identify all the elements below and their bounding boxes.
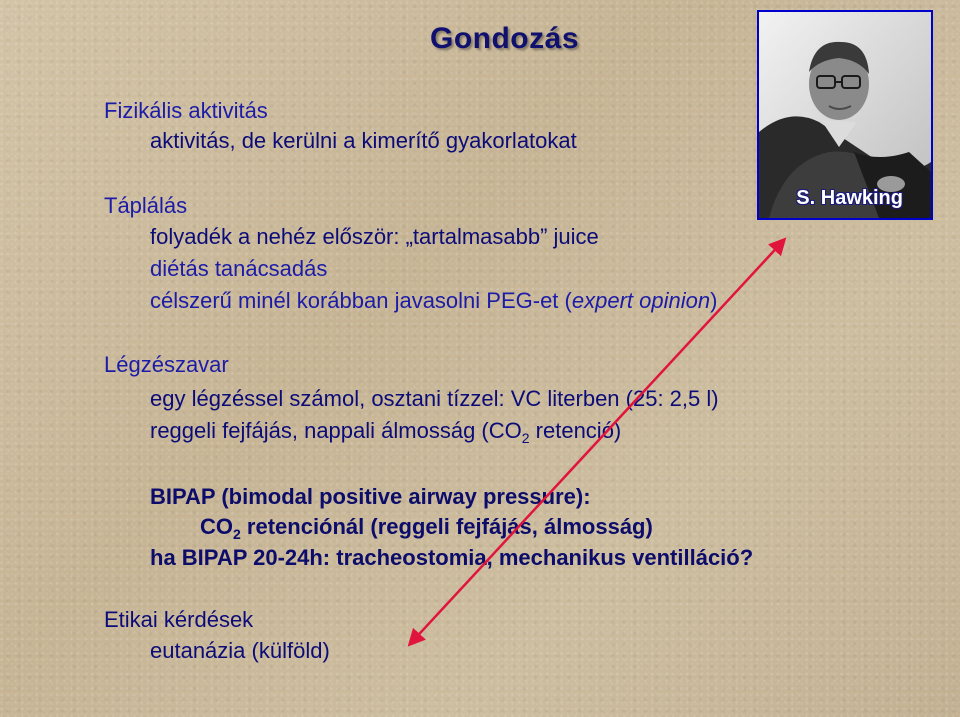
slide-title: Gondozás: [430, 22, 580, 55]
breathing-heading: Légzészavar: [104, 352, 229, 377]
breathing-line-1: egy légzéssel számol, osztani tízzel: VC literben (25: 2,5 l): [150, 386, 719, 411]
photo-caption: S. Hawking: [796, 187, 903, 209]
breathing-line-2-sub: 2: [521, 430, 530, 446]
ethics-line-1: eutanázia (külföld): [150, 638, 330, 663]
arrow-line: [410, 240, 784, 644]
physical-heading: Fizikális aktivitás: [104, 98, 268, 123]
physical-line-1: aktivitás, de kerülni a kimerítő gyakorlatokat: [150, 128, 577, 153]
nutrition-line-2: diétás tanácsadás: [150, 256, 328, 281]
nutrition-line-3-post: ): [710, 288, 718, 313]
nutrition-line-3-pre: célszerű minél korábban javasolni PEG-et (: [150, 288, 572, 313]
bipap-line-1: BIPAP (bimodal positive airway pressure):: [150, 484, 591, 509]
nutrition-line-3-italic: expert opinion: [571, 288, 711, 313]
breathing-line-2-post: retenció): [529, 418, 622, 443]
breathing-line-2-pre: reggeli fejfájás, nappali álmosság (CO: [150, 418, 522, 443]
bipap-line-3: ha BIPAP 20-24h: tracheostomia, mechanikus ventilláció?: [150, 545, 754, 570]
bipap-line-2-pre: CO: [200, 514, 233, 539]
bipap-line-2-sub: 2: [233, 526, 241, 542]
ethics-heading: Etikai kérdések: [104, 607, 254, 632]
nutrition-line-1: folyadék a nehéz először: „tartalmasabb” juice: [150, 224, 599, 249]
bipap-line-2-post: retenciónál (reggeli fejfájás, álmosság): [240, 514, 653, 539]
nutrition-heading: Táplálás: [104, 193, 188, 218]
